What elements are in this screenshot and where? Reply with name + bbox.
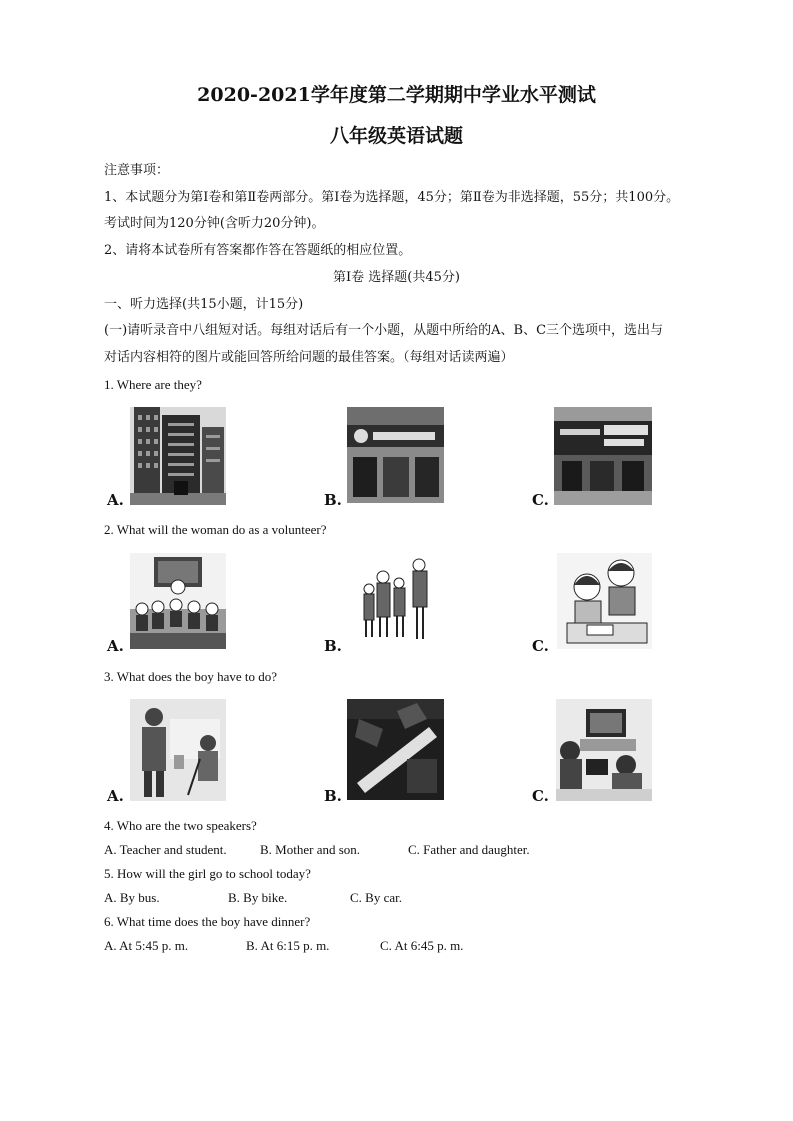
notes-item-1: 1、本试题分为第Ⅰ卷和第Ⅱ卷两部分。第Ⅰ卷为选择题，45分；第Ⅱ卷为非选择题，55分；共100分。 [104,190,680,205]
q2-option-c-label: C. [532,637,549,655]
question-4: 4. Who are the two speakers? [104,818,257,833]
q3-option-c-label: C. [532,787,549,805]
q3-option-b-label: B. [324,787,342,805]
q1-option-a-image [130,407,226,505]
q2-option-c-image [557,553,652,649]
q4-option-b: B. Mother and son. [260,842,361,857]
q3-option-a-image [130,699,226,801]
q1-option-c-image [554,407,652,505]
q2-option-a-image [130,553,226,649]
q2-option-a-label: A. [107,637,124,655]
question-3: 3. What does the boy have to do? [104,669,278,684]
q1-option-a-label: A. [107,491,124,509]
question-2: 2. What will the woman do as a volunteer? [104,522,327,537]
q4-option-c: C. Father and daughter. [408,842,530,857]
q3-option-a-label: A. [107,787,124,805]
cleaning-photo [130,699,226,801]
q2-option-b-label: B. [324,637,342,655]
q1-option-b-image [347,407,444,503]
q2-option-b-image [355,553,435,643]
q3-option-c-image [556,699,652,801]
sweeping-photo [347,699,444,800]
section-title: 第Ⅰ卷 选择题(共45分) [333,270,460,285]
hospital-building-photo [130,407,226,505]
q6-option-a: A. At 5:45 p. m. [104,938,189,953]
tv-watching-photo [556,699,652,801]
notes-heading: 注意事项： [104,163,170,178]
q5-option-a: A. By bus. [104,890,160,905]
instructions-line-2: 对话内容相符的图片或能回答所给问题的最佳答案。（每组对话读两遍） [104,350,514,365]
reading-cartoon [557,553,652,649]
q3-option-b-image [347,699,444,800]
q1-option-b-label: B. [324,491,342,509]
q1-option-c-label: C. [532,491,549,509]
classroom-cartoon [130,553,226,649]
exam-subtitle: 八年级英语试题 [329,125,463,147]
post-office-photo [554,407,652,505]
notes-item-2: 2、请将本试卷所有答案都作答在答题纸的相应位置。 [104,243,412,258]
question-6: 6. What time does the boy have dinner? [104,914,311,929]
notes-item-1-cont: 考试时间为120分钟(含听力20分钟)。 [104,216,325,231]
instructions-line-1: (一)请听录音中八组短对话。每组对话后有一个小题，从题中所给的A、B、C三个选项中，选出与 [104,323,664,338]
q4-option-a: A. Teacher and student. [104,842,227,857]
q6-option-b: B. At 6:15 p. m. [246,938,330,953]
q5-option-b: B. By bike. [228,890,288,905]
q5-option-c: C. By car. [350,890,402,905]
question-1: 1. Where are they? [104,377,202,392]
family-cartoon [355,553,435,643]
exam-title: 2020-2021学年度第二学期期中学业水平测试 [197,84,596,106]
q6-option-c: C. At 6:45 p. m. [380,938,464,953]
question-5: 5. How will the girl go to school today? [104,866,311,881]
part-title: 一、听力选择(共15小题，计15分) [104,297,304,312]
bank-photo [347,407,444,503]
